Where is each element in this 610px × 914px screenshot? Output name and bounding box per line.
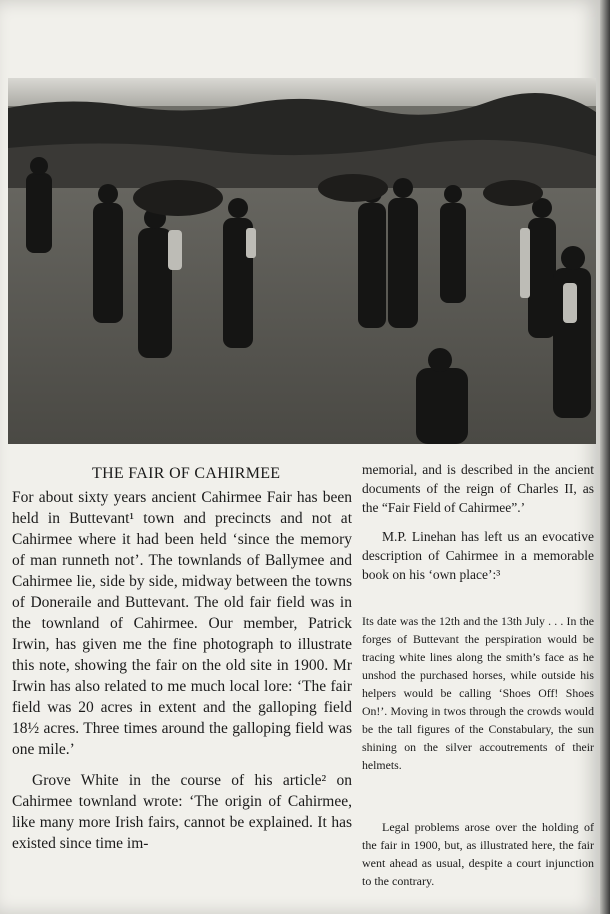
fair-crowd-image [8, 78, 596, 444]
book-edge [600, 0, 610, 914]
body-paragraph: For about sixty years ancient Cahirmee Fair has been held in Buttevant¹ town and precincts and not at Cahirmee where it had been held ‘since the memory of man runneth not’. The townlands of Ballymee and Cahirmee lie, side by side, midway between the towns of Doneraile and Buttevant. The old fair field was in the townland of Cahirmee. Our member, Patrick Irwin, has given me the fine photograph to illustrate this note, showing the fair on the old site in 1900. Mr Irwin has also related to me much local lore: ‘The fair field was 20 acres in extent and the galloping field 18½ acres. Three times around the galloping field was one mile.’ [12, 489, 352, 758]
left-column [12, 487, 352, 864]
fair-photograph [8, 78, 596, 444]
block-quote: Its date was the 12th and the 13th July . . . In the forges of Buttevant the perspiration would be tracing white lines along the smith’s face as he unshod the purchased horses, while outside his helpers would be calling ‘Shoes Off! Shoes On!’. Moving in twos through the crowds would be the tall figures of the Constabulary, the sun shining on the silver accoutrements of their helmets. [362, 614, 594, 772]
article-title: THE FAIR OF CAHIRMEE [92, 465, 281, 482]
body-paragraph: Legal problems arose over the holding of the fair in 1900, but, as illustrated here, the fair went ahead as usual, despite a court injunction to the contrary. [362, 820, 594, 888]
body-paragraph: M.P. Linehan has left us an evocative description of Cahirmee in a memorable book on his ‘own place’:³ [362, 529, 594, 582]
right-column [362, 460, 594, 900]
body-paragraph: memorial, and is described in the ancient documents of the reign of Charles II, as the “Fair Field of Cahirmee”.’ [362, 462, 594, 515]
body-paragraph: Grove White in the course of his article² on Cahirmee townland wrote: ‘The origin of Cahirmee, like many more Irish fairs, cannot be explained. It has existed since time im- [12, 772, 352, 852]
